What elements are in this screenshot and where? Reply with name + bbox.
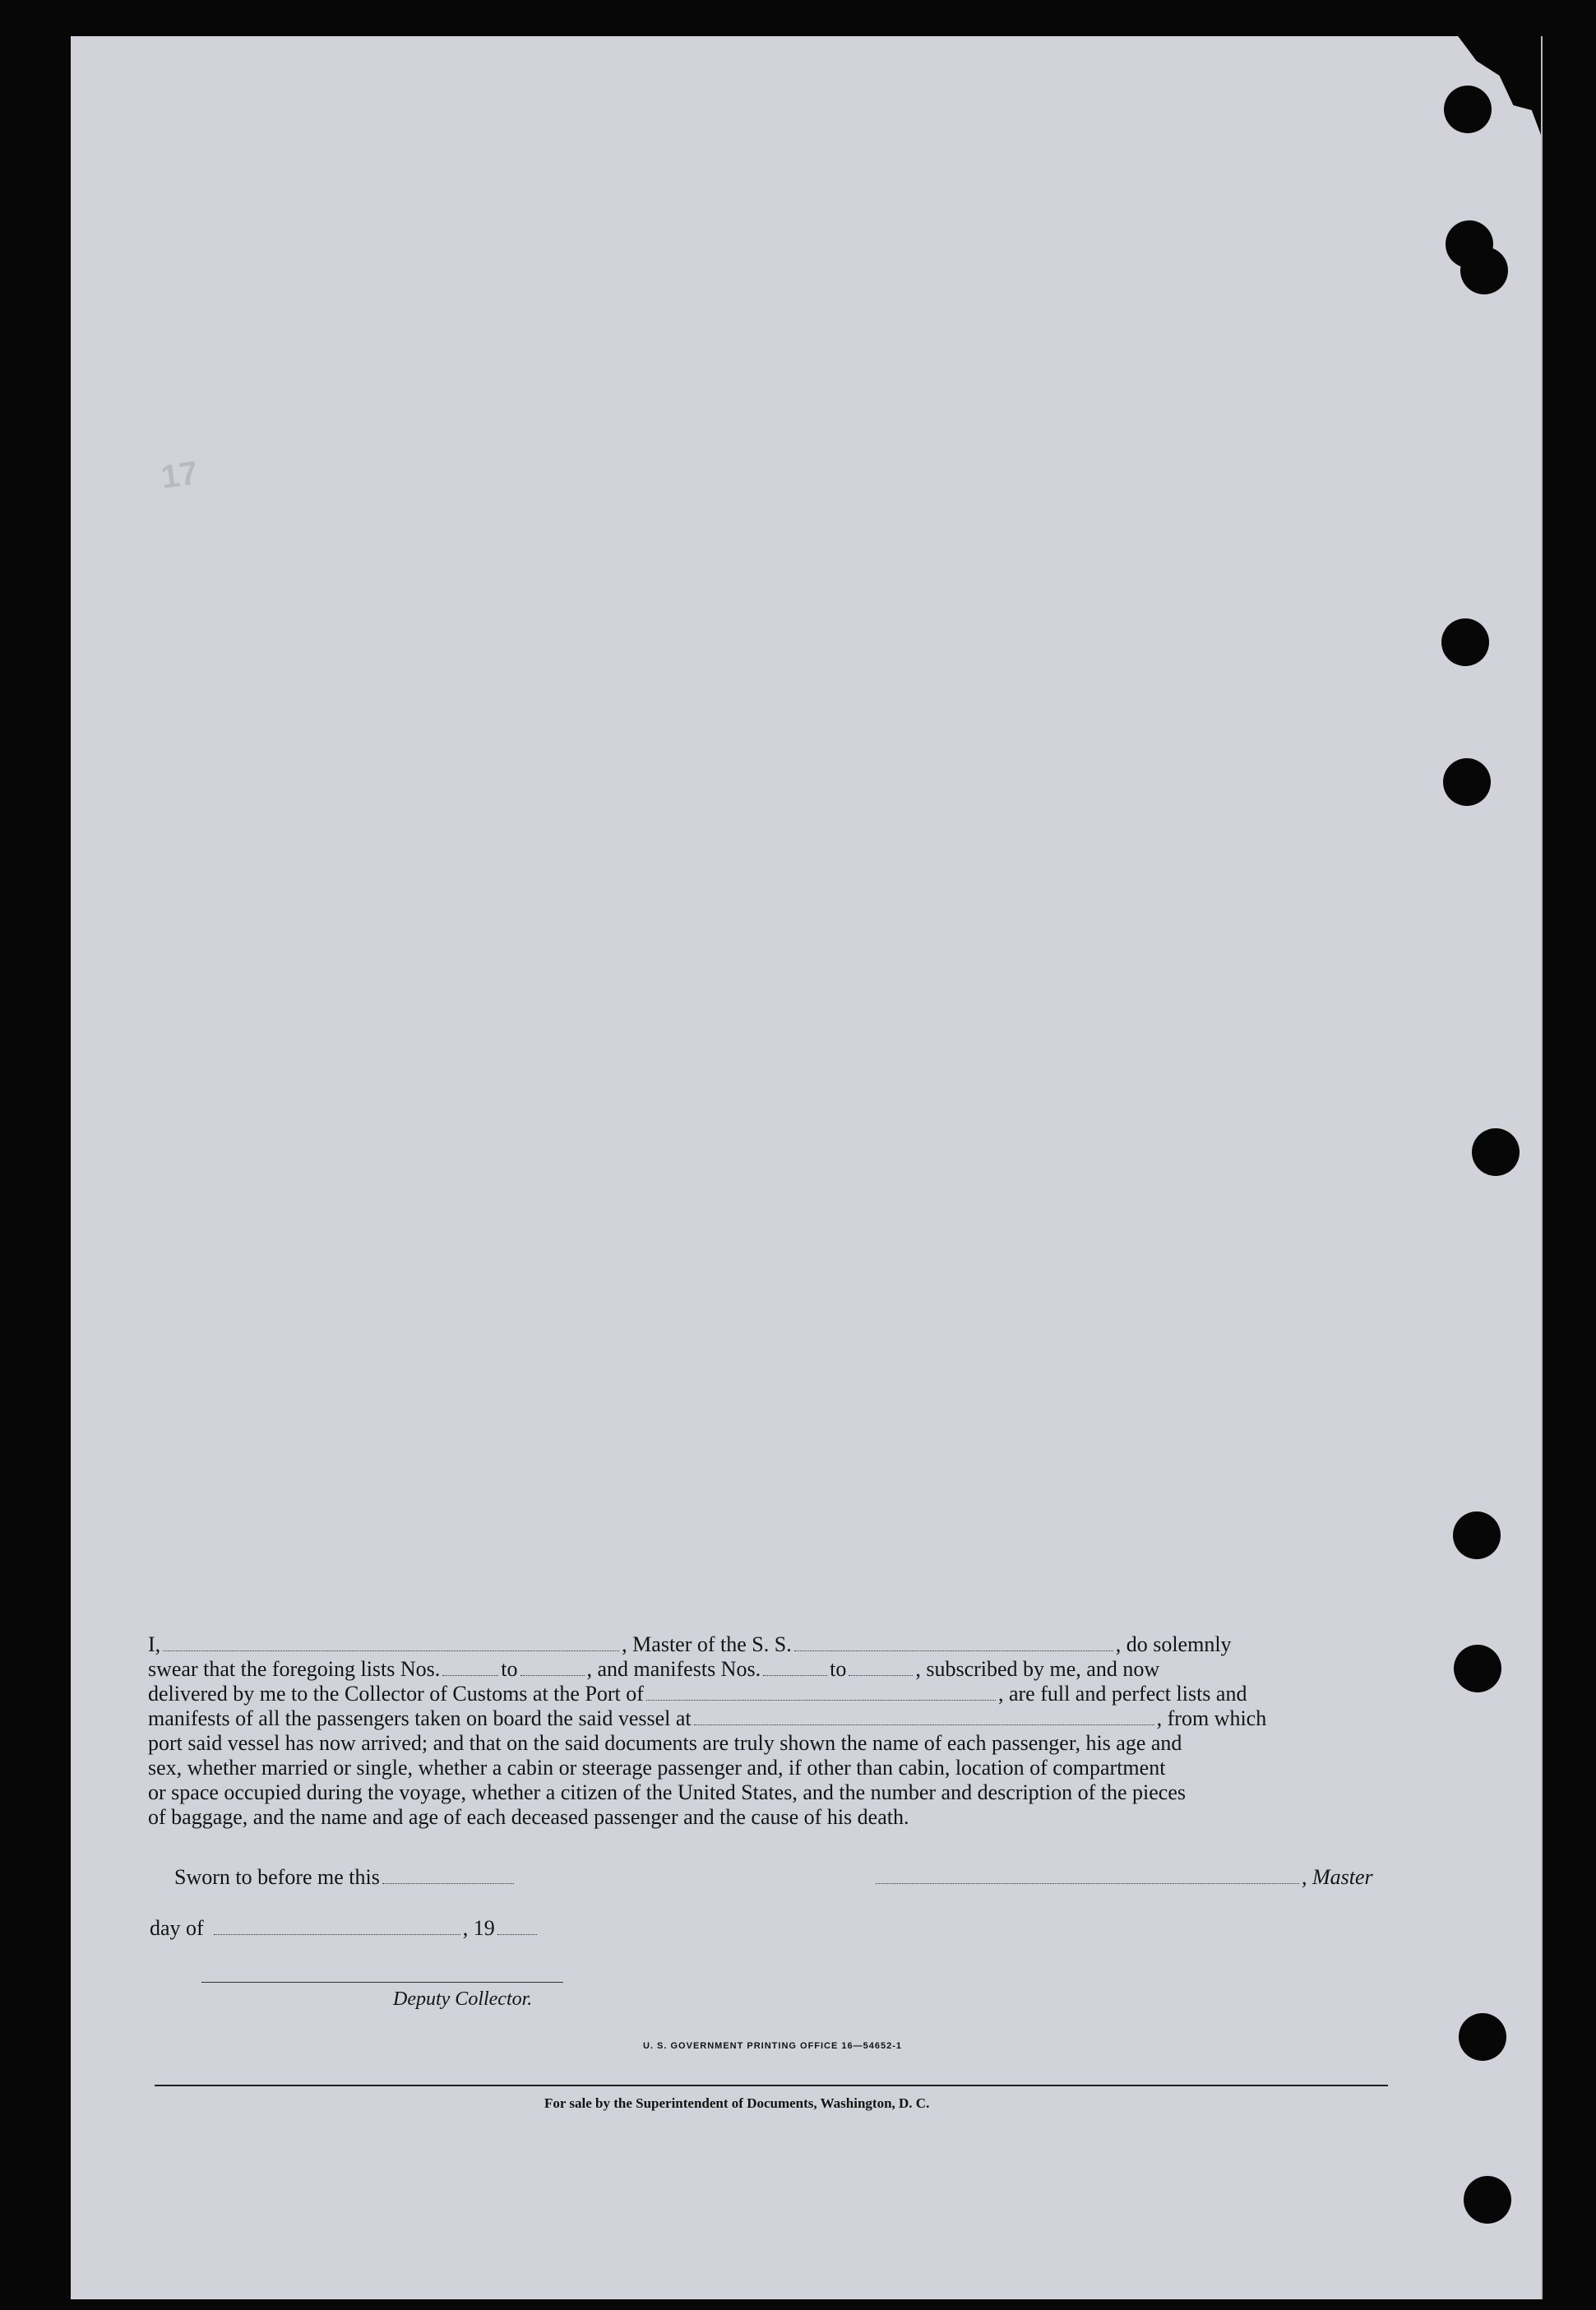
deputy-collector-label: Deputy Collector.	[393, 1988, 533, 2010]
day-of-row	[150, 1916, 539, 1941]
sworn-day-field[interactable]	[382, 1882, 514, 1884]
oath-line-8: of baggage, and the name and age of each deceased passenger and the cause of his death.	[148, 1805, 909, 1829]
printing-office-line: U. S. GOVERNMENT PRINTING OFFICE 16—54652-1	[643, 2041, 903, 2051]
master-signature-row	[873, 1865, 1373, 1890]
embark-port-field[interactable]	[694, 1724, 1154, 1725]
sworn-label: Sworn to before me this	[174, 1865, 380, 1889]
port-field[interactable]	[646, 1699, 996, 1701]
year-label: , 19	[462, 1916, 495, 1940]
year-field[interactable]	[497, 1933, 537, 1935]
master-label: , Master	[1302, 1865, 1373, 1889]
binder-hole	[1454, 1645, 1501, 1692]
oath-line-6: sex, whether married or single, whether a cabin or steerage passenger and, if other than cabin, location of compartment	[148, 1756, 1166, 1780]
margin-mark: 17	[159, 455, 201, 496]
ship-name-field[interactable]	[794, 1650, 1113, 1651]
binder-hole	[1444, 86, 1492, 133]
master-name-field[interactable]	[163, 1650, 619, 1651]
document-sheet	[71, 36, 1543, 2299]
footer-rule	[155, 2085, 1388, 2086]
binder-hole	[1443, 758, 1491, 806]
binder-hole	[1460, 247, 1508, 294]
master-signature-field[interactable]	[876, 1882, 1299, 1884]
manifests-to-field[interactable]	[849, 1674, 913, 1676]
oath-line-1: I, , Master of the S. S. , do solemnly	[148, 1632, 1232, 1656]
sworn-row	[174, 1865, 516, 1890]
binder-hole	[1453, 1511, 1501, 1559]
binder-hole	[1441, 618, 1489, 666]
binder-hole	[1459, 2013, 1506, 2061]
binder-hole	[1472, 1128, 1520, 1176]
oath-line-3: delivered by me to the Collector of Customs at the Port of , are full and perfect lists and	[148, 1682, 1247, 1706]
lists-from-field[interactable]	[442, 1674, 498, 1676]
oath-line-4: manifests of all the passengers taken on board the said vessel at , from which	[148, 1706, 1267, 1730]
oath-line-2: swear that the foregoing lists Nos. to , and manifests Nos. to , subscribed by me, and now	[148, 1657, 1160, 1681]
binder-hole	[1464, 2176, 1511, 2224]
master-oath-paragraph	[148, 1632, 1386, 1830]
lists-to-field[interactable]	[520, 1674, 585, 1676]
month-field[interactable]	[214, 1933, 460, 1935]
oath-line-7: or space occupied during the voyage, whether a citizen of the United States, and the number and description of the pieces	[148, 1780, 1187, 1804]
sale-notice: For sale by the Superintendent of Documents, Washington, D. C.	[544, 2095, 930, 2111]
manifests-from-field[interactable]	[763, 1674, 827, 1676]
deputy-signature-line[interactable]	[201, 1982, 563, 1983]
day-of-label: day of	[150, 1916, 204, 1940]
oath-line-5: port said vessel has now arrived; and that on the said documents are truly shown the name of each passenger, his age and	[148, 1731, 1182, 1755]
